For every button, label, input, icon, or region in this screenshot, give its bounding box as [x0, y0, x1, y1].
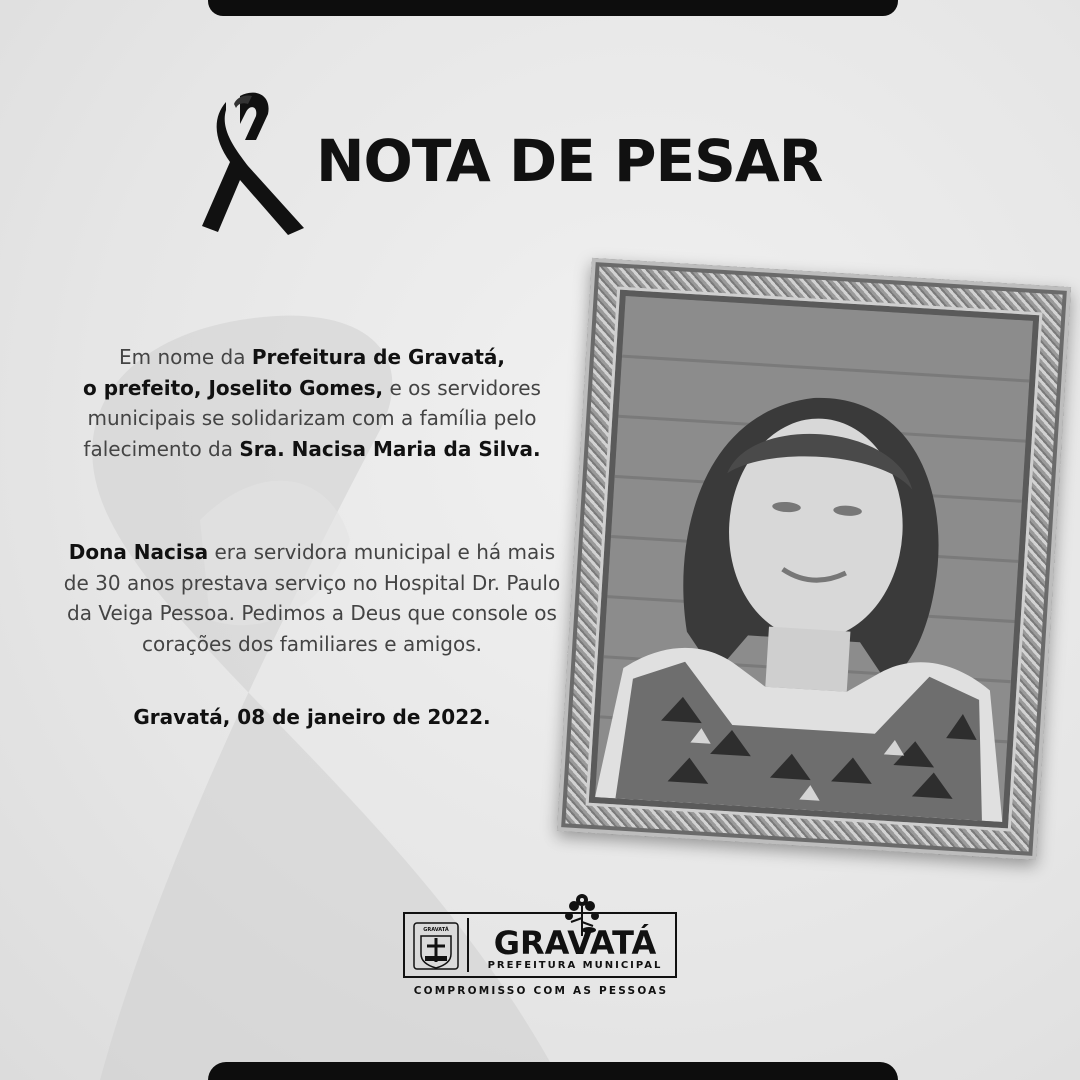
p1-prefix: Em nome da: [119, 345, 252, 369]
tribute-paragraph: [62, 537, 562, 659]
condolence-paragraph: [62, 342, 562, 464]
portrait-mat: [589, 290, 1040, 829]
logo-divider: [467, 918, 469, 972]
organization-name: Prefeitura de Gravatá,: [251, 345, 505, 369]
mayor-name: o prefeito, Joselito Gomes,: [83, 375, 384, 400]
tribute-body: era servidora municipal e há mais de 30 anos prestava serviço no Hospital Dr. Paulo da Veiga Pessoa. Pedimos a Deus que console os corações dos familiares e amigos.: [63, 540, 561, 656]
municipal-crest-icon: [413, 922, 459, 970]
mourning-ribbon-icon: [196, 90, 316, 235]
deceased-name: Sra. Nacisa Maria da Silva.: [239, 436, 541, 461]
logo-tagline: COMPROMISSO COM AS PESSOAS: [413, 985, 669, 997]
portrait-photo: [595, 296, 1033, 822]
page-title: NOTA DE PESAR: [316, 127, 823, 195]
p1-middle: e os servidores municipais se solidarizam com a família pelo falecimento da: [83, 375, 541, 461]
portrait-frame: [557, 258, 1071, 860]
top-bar: [208, 0, 898, 16]
municipal-logo: [403, 892, 679, 1002]
date-line: Gravatá, 08 de janeiro de 2022.: [133, 705, 491, 729]
logo-subtitle: PREFEITURA MUNICIPAL: [487, 960, 663, 971]
tribute-name: Dona Nacisa: [68, 540, 209, 564]
bottom-bar: [208, 1062, 898, 1080]
crest-text: GRAVATÁ: [423, 927, 449, 933]
logo-name: GRAVATÁ: [493, 924, 657, 962]
